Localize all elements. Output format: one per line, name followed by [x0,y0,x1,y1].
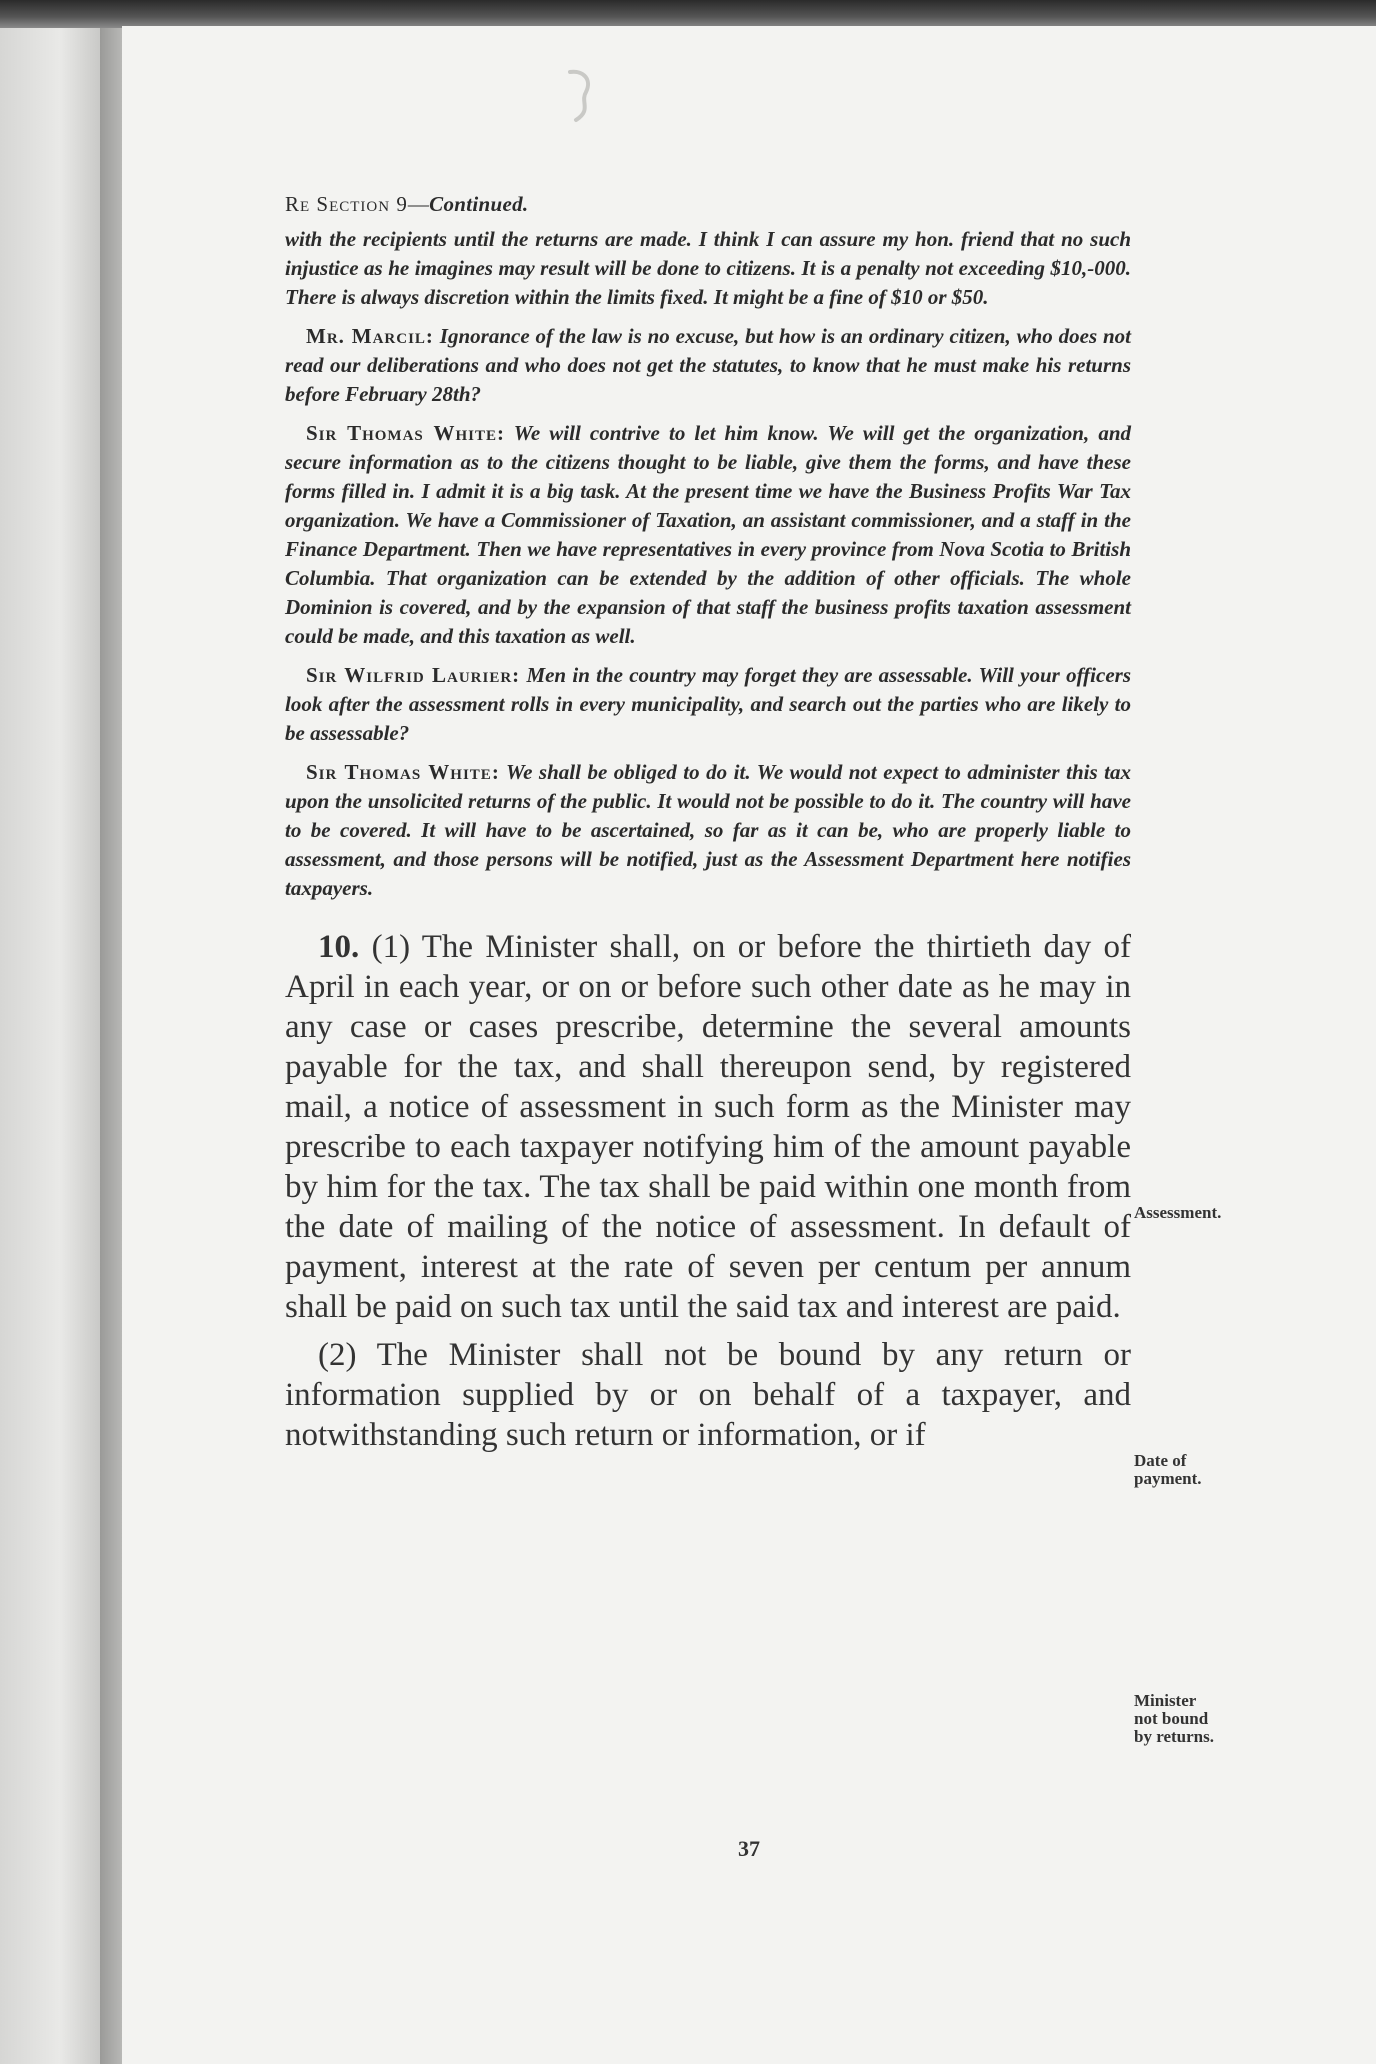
debate-text: Men in the country may forget they are assessable. Will your officers look after the assessment rolls in every municipality, and search out the parties who are likely to be assessable? [285,663,1131,745]
running-head [285,192,1245,217]
book-page [122,26,1376,2064]
scan-top-edge [0,0,1376,28]
margin-note-text: Assessment. [1134,1203,1222,1222]
debate-paragraph [285,661,1131,748]
book-gutter [100,0,122,2064]
margin-note-date-of-payment [1134,1452,1202,1488]
debate-paragraph [285,225,1131,312]
margin-note-line: Minister [1134,1691,1197,1710]
debate-paragraph [285,322,1131,409]
pencil-mark [562,66,602,126]
speaker-name: Sir Thomas White: [306,421,505,445]
margin-note-assessment [1134,1204,1221,1222]
debate-paragraph [285,419,1131,651]
debate-paragraph [285,758,1131,903]
statute-text: (1) The Minister shall, on or before the thirtieth day of April in each year, or on or before such other date as he may in any case or cases prescribe, determine the several amounts payable for the tax, and shall thereupon send, by registered mail, a notice of assessment in such form as the Minister may prescribe to each taxpayer notifying him of the amount payable by him for the tax. The tax shall be paid within one month from the date of mailing of the notice of assessment. In default of payment, interest at the rate of seven per centum per annum shall be paid on such tax until the said tax and interest are paid. [285,929,1132,1325]
margin-note-line: payment. [1134,1469,1202,1488]
statute-paragraph-1 [285,927,1131,1327]
debate-text: We will contrive to let him know. We will get the organization, and secure information as to the citizens thought to be liable, give them the forms, and have these forms filled in. I admit it is a big task. At the present time we have the Business Profits War Tax organization. We have a Commissioner of Taxation, an assistant commissioner, and a staff in the Finance Department. Then we have representatives in every province from Nova Scotia to British Columbia. That organization can be extended by the addition of other officials. The whole Dominion is covered, and by the expansion of that staff the business profits taxation assessment could be made, and this taxation as well. [285,421,1131,648]
facing-page-edge [0,0,100,2064]
section-number: 10. [318,929,360,965]
running-head-section: Re Section 9 [285,192,408,216]
speaker-name: Mr. Marcil: [306,324,434,348]
running-head-dash: — [407,192,430,216]
statute-text: (2) The Minister shall not be bound by any return or information supplied by or on behalf of a taxpayer, and notwithstanding such return or information, or if [285,1337,1131,1453]
statute-paragraph-2 [285,1335,1131,1455]
speaker-name: Sir Thomas White: [306,760,500,784]
speaker-name: Sir Wilfrid Laurier: [306,663,521,687]
margin-note-line: not bound [1134,1709,1209,1728]
margin-note-line: Date of [1134,1451,1187,1470]
margin-note-minister-not-bound [1134,1692,1214,1746]
margin-note-line: by returns. [1134,1727,1214,1746]
page-content [285,192,1245,1455]
debate-text: with the recipients until the returns are made. I think I can assure my hon. friend that no such injustice as he imagines may result will be done to citizens. It is a penalty not exceeding $10,-000. There is always discretion within the limits fixed. It might be a fine of $10 or $50. [285,227,1131,309]
running-head-continued: Continued. [429,192,529,216]
debate-text: Ignorance of the law is no excuse, but how is an ordinary citizen, who does not read our deliberations and who does not get the statutes, to know that he must make his returns before February 28th? [285,324,1131,406]
debate-text: We shall be obliged to do it. We would not expect to administer this tax upon the unsolicited returns of the public. It would not be possible to do it. The country will have to be covered. It will have to be ascertained, so far as it can be, who are properly liable to assessment, and those persons will be notified, just as the Assessment Department here notifies taxpayers. [285,760,1131,900]
page-number: 37 [738,1836,760,1861]
